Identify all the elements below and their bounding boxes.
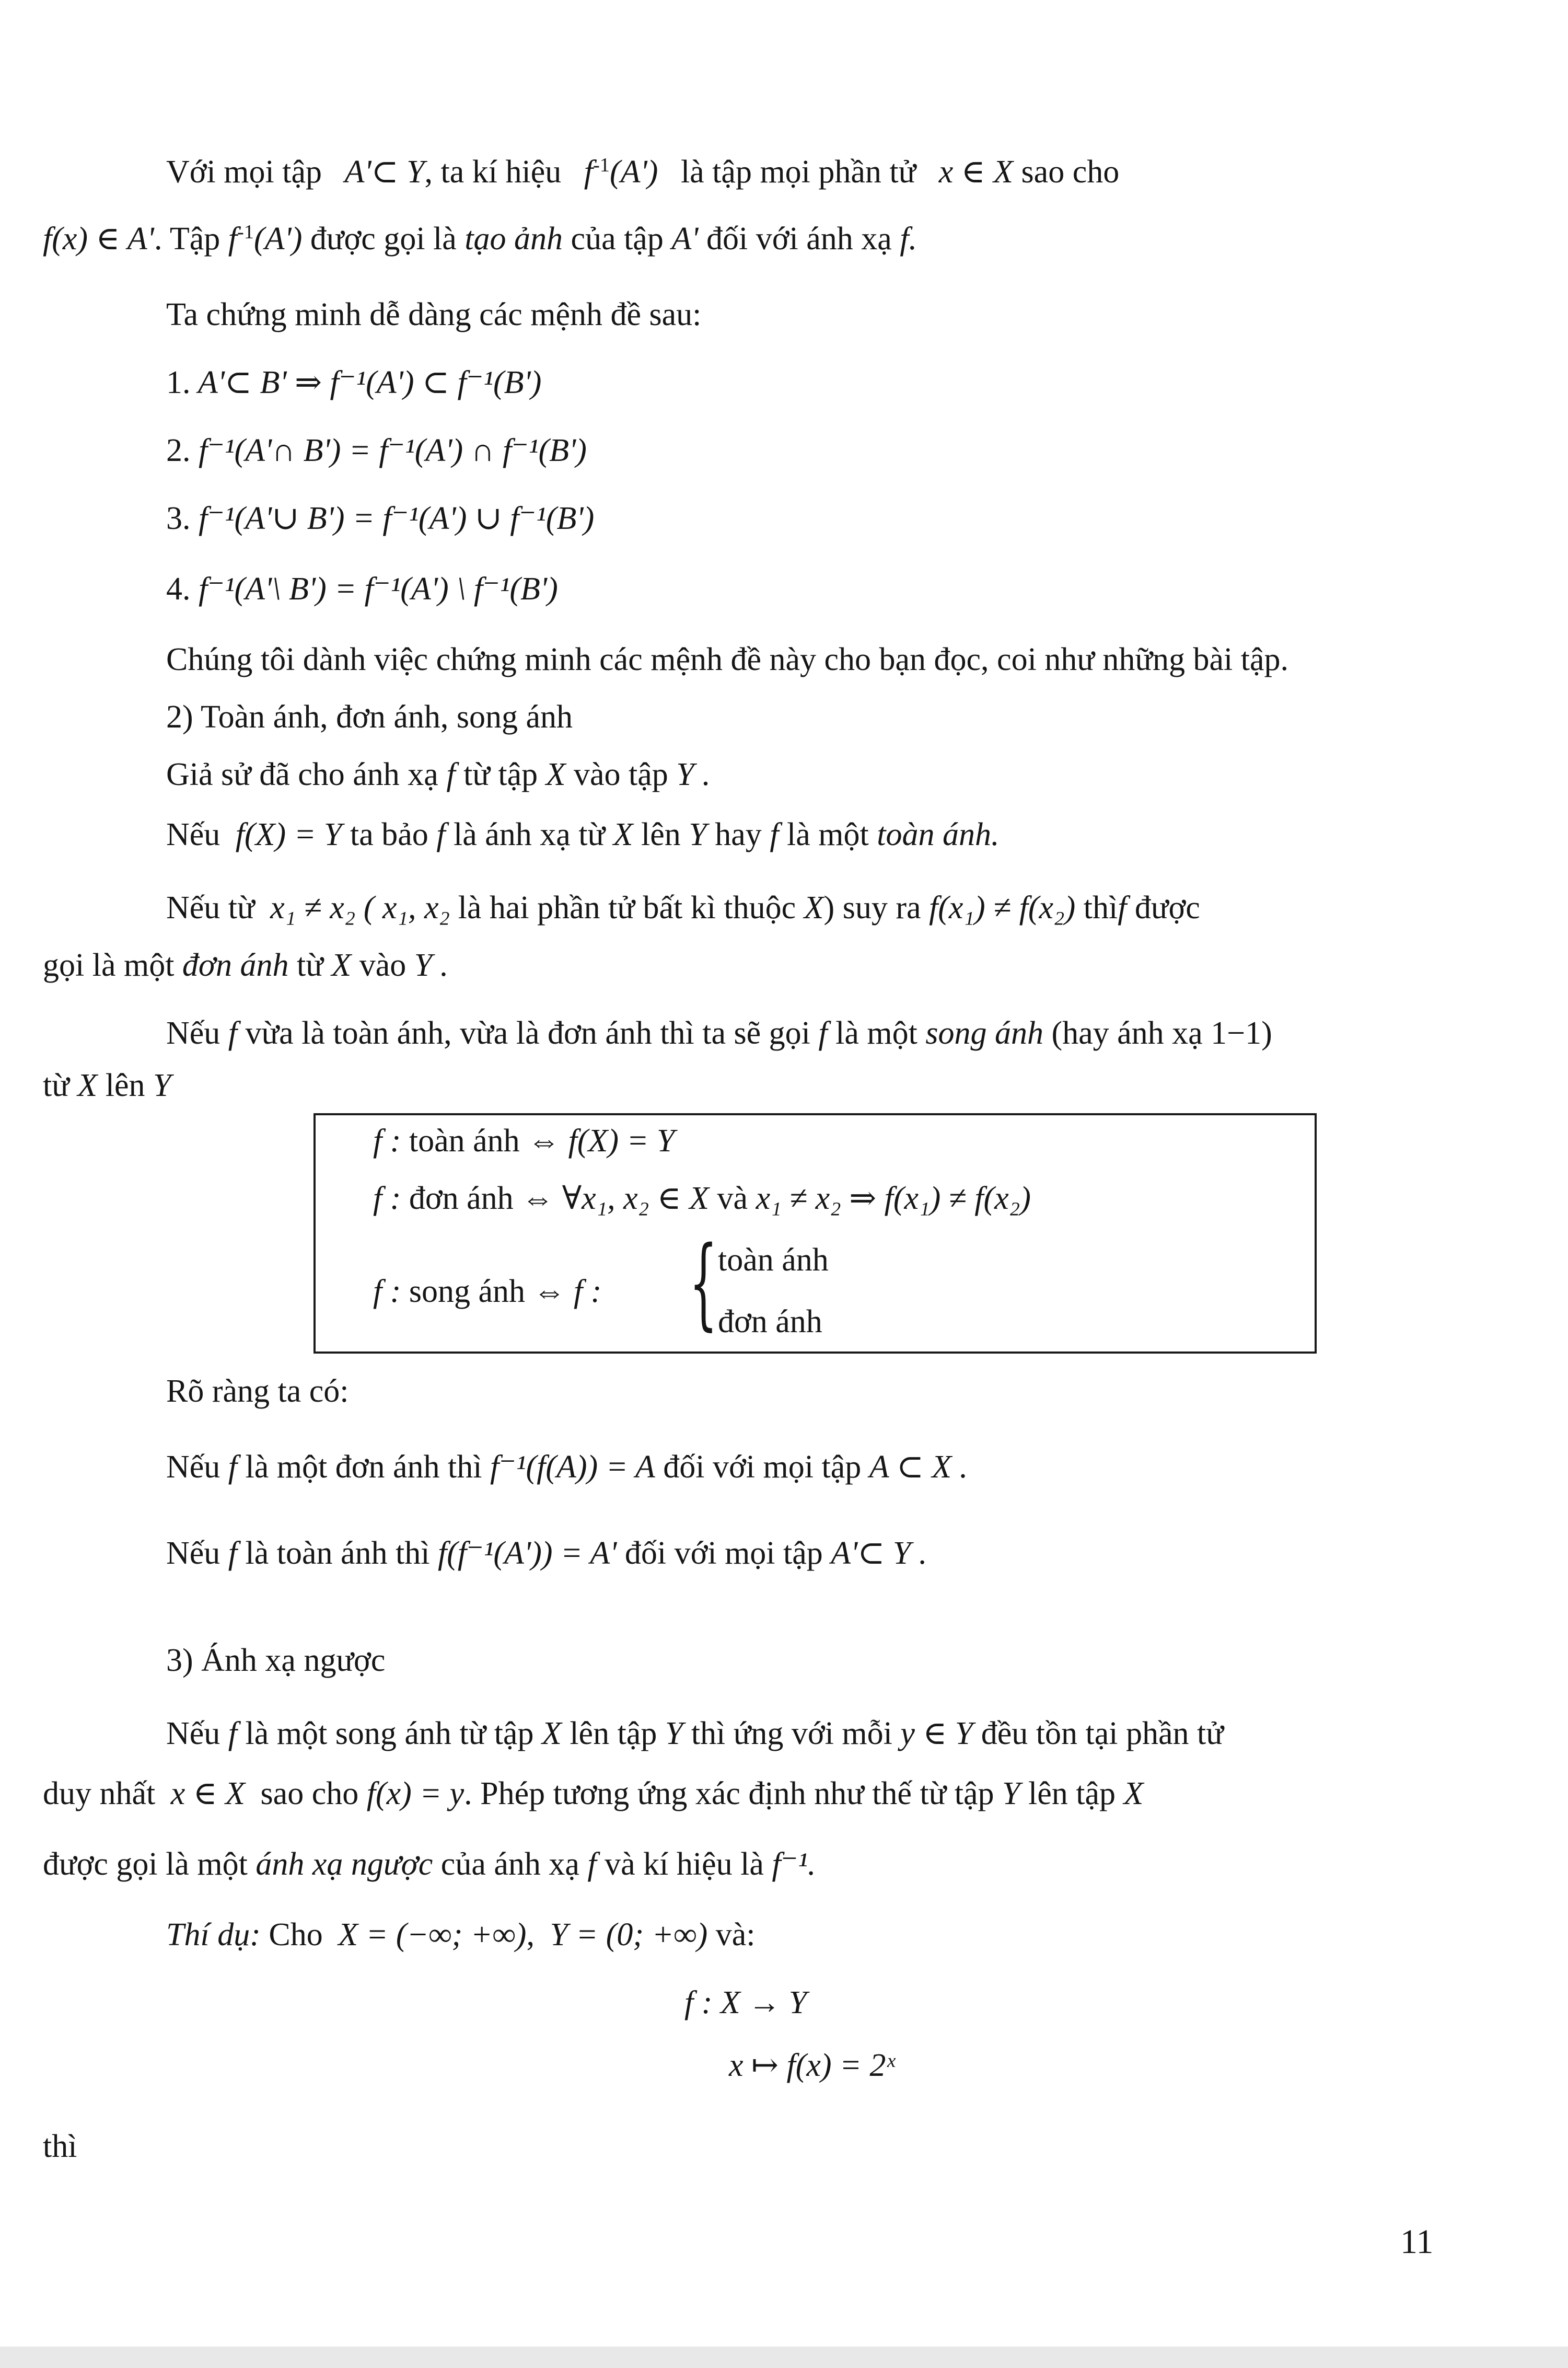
math: (A'): [253, 221, 303, 257]
text: , ta kí hiệu: [424, 154, 562, 190]
text: vào tập: [574, 757, 668, 792]
math: ⇔ ∀x₁, x₂ ∈ X: [521, 1181, 710, 1216]
prop-formula: A'⊂ B' ⇒ f⁻¹(A') ⊂ f⁻¹(B'): [198, 365, 542, 400]
math: f: [587, 1846, 597, 1882]
math: f(x) = y: [366, 1776, 464, 1811]
math: f: [228, 221, 237, 257]
text: Nếu: [166, 1535, 220, 1571]
scan-bottom-edge: [0, 2347, 1568, 2368]
math: X: [613, 817, 633, 852]
text: là một song ánh từ tập: [245, 1716, 534, 1751]
section-2-heading: 2) Toàn ánh, đơn ánh, song ánh: [166, 699, 573, 735]
bijection-definition-line-2: [43, 1066, 171, 1105]
math: Y .: [676, 757, 711, 792]
exercise-note: Chúng tôi dành việc chứng minh các mệnh đề này cho bạn đọc, coi như những bài tập.: [166, 642, 1288, 677]
proposition-2: [166, 431, 587, 470]
text: sao cho: [260, 1776, 359, 1811]
math: X: [331, 948, 352, 983]
term-italic: song ánh: [925, 1015, 1043, 1051]
math: x ∈ X: [170, 1776, 246, 1811]
math: x₁ ≠ x₂ ⇒ f(x₁) ≠ f(x₂): [756, 1181, 1031, 1216]
text: từ tập: [463, 757, 538, 792]
text: đối với mọi tập: [663, 1449, 862, 1485]
math: Y = (0; +∞): [550, 1917, 708, 1953]
prop-number: 1.: [166, 365, 191, 400]
text: là tập mọi phần tử: [680, 154, 916, 190]
math: f :: [373, 1181, 401, 1216]
proposition-1: [166, 363, 541, 402]
superscript: -1: [237, 221, 254, 243]
math: x ∈ X: [938, 154, 1014, 190]
math: f: [228, 1449, 238, 1485]
text: hay: [715, 817, 762, 852]
math: f(x₁) ≠ f(x₂): [929, 890, 1076, 926]
summary-row-injection: [373, 1179, 1031, 1218]
injection-definition-line-1: [166, 888, 1200, 927]
text: đơn ánh: [409, 1181, 514, 1216]
text: gọi là một: [43, 948, 175, 983]
summary-row-surjection: [373, 1122, 675, 1160]
prop-number: 3.: [166, 501, 191, 536]
text: Nếu: [166, 1015, 220, 1051]
bijection-definition-line-1: [166, 1014, 1272, 1053]
clearly-we-have: Rõ ràng ta có:: [166, 1373, 349, 1409]
math: X: [804, 890, 824, 926]
text: song ánh: [409, 1274, 526, 1309]
text: và kí hiệu là: [605, 1846, 764, 1882]
math: f: [770, 817, 779, 852]
text: vào: [359, 948, 406, 983]
math: f :: [373, 1274, 401, 1309]
math: f(X) = Y: [235, 817, 342, 852]
math: f(f⁻¹(A')) = A': [438, 1535, 617, 1571]
text: Nếu: [166, 817, 220, 852]
props-intro: Ta chứng minh dễ dàng các mệnh đề sau:: [166, 297, 702, 332]
text: duy nhất: [43, 1776, 156, 1811]
math: A'⊂ Y: [344, 154, 425, 190]
text: (hay ánh xạ 1−1): [1051, 1015, 1272, 1051]
example-rule-line: x ↦ f(x) = 2ˣ: [729, 2048, 895, 2083]
math: y ∈ Y: [900, 1716, 973, 1751]
math: f: [818, 1015, 828, 1051]
math: f: [228, 1535, 238, 1571]
summary-box: [313, 1113, 1317, 1354]
text: thì ứng với mỗi: [691, 1716, 892, 1751]
math: X: [77, 1068, 98, 1103]
math: f: [436, 817, 446, 852]
math: ⇔ f(X) = Y: [528, 1123, 675, 1159]
text: được gọi là: [310, 221, 457, 257]
term-italic: tạo ảnh: [464, 221, 563, 257]
math: A ⊂ X .: [869, 1449, 968, 1485]
text: là một: [835, 1015, 917, 1051]
math: f: [446, 757, 456, 792]
injection-definition-line-2: [43, 946, 448, 985]
text: Nếu: [166, 1449, 220, 1485]
example-then: thì: [43, 2129, 77, 2164]
fact-surjection: [166, 1534, 927, 1573]
prop-formula: f⁻¹(A'∩ B') = f⁻¹(A') ∩ f⁻¹(B'): [199, 433, 587, 468]
term-italic: ánh xạ ngược: [255, 1846, 433, 1882]
section-2-given: [166, 755, 711, 794]
math: ( x₁, x₂: [363, 890, 450, 926]
example-map-line: f : X → Y: [684, 1985, 807, 2020]
math: Y: [689, 817, 707, 852]
math: (A'): [610, 154, 658, 190]
text: là một đơn ánh thì: [245, 1449, 482, 1485]
term-italic: đơn ánh: [182, 948, 289, 983]
text: được: [1134, 890, 1200, 926]
text: sao cho: [1021, 154, 1120, 190]
text: và: [717, 1181, 748, 1216]
text: từ: [297, 948, 323, 983]
math: Y: [153, 1068, 171, 1103]
proposition-3: [166, 499, 594, 538]
paragraph-1-line-2: [43, 220, 917, 258]
fact-injection: [166, 1448, 968, 1486]
math: f: [228, 1015, 238, 1051]
math: f: [1118, 890, 1127, 926]
inverse-definition-line-2: [43, 1774, 1143, 1813]
prop-number: 4.: [166, 571, 191, 607]
math: X: [1123, 1776, 1144, 1811]
text: ta bảo: [350, 817, 428, 852]
text: lên tập: [570, 1716, 657, 1751]
term-italic: toàn ánh.: [877, 817, 1000, 852]
text: Giả sử đã cho ánh xạ: [166, 757, 438, 792]
text: lên: [641, 817, 681, 852]
math: X = (−∞; +∞): [338, 1917, 527, 1953]
math: f :: [373, 1123, 401, 1159]
text: Nếu từ: [166, 890, 255, 926]
math: f: [584, 154, 593, 190]
math: f.: [900, 221, 917, 257]
superscript: -1: [593, 154, 610, 176]
text: và:: [715, 1917, 756, 1953]
text: lên tập: [1028, 1776, 1116, 1811]
text: là ánh xạ từ: [454, 817, 606, 852]
math: ⇔ f :: [533, 1274, 602, 1309]
math: A'⊂ Y .: [831, 1535, 927, 1571]
prop-formula: f⁻¹(A'\ B') = f⁻¹(A') \ f⁻¹(B'): [199, 571, 558, 607]
text: từ: [43, 1068, 69, 1103]
math: f(x) ∈ A': [43, 221, 154, 257]
prop-number: 2.: [166, 433, 191, 468]
text: là toàn ánh thì: [245, 1535, 430, 1571]
example-line: [166, 1915, 756, 1954]
math: X: [541, 1716, 562, 1751]
surjection-definition: [166, 815, 999, 854]
text: lên: [105, 1068, 145, 1103]
page-number: 11: [1400, 2223, 1434, 2261]
text: ,: [526, 1917, 535, 1953]
text: vừa là toàn ánh, vừa là đơn ánh thì ta sẽ gọi: [245, 1015, 810, 1051]
summary-row-bijection: [373, 1272, 601, 1311]
math: Y: [1002, 1776, 1020, 1811]
math: f⁻¹(f(A)) = A: [490, 1449, 655, 1485]
text: toàn ánh: [409, 1123, 520, 1159]
math: f⁻¹.: [772, 1846, 816, 1882]
bijection-case-2: đơn ánh: [718, 1304, 822, 1339]
text: của ánh xạ: [440, 1846, 579, 1882]
text: . Tập: [154, 221, 220, 257]
text: thì: [1083, 890, 1118, 926]
text: đối với mọi tập: [624, 1535, 823, 1571]
proposition-4: [166, 570, 558, 608]
bijection-case-1: toàn ánh: [718, 1242, 829, 1278]
math: Y .: [414, 948, 449, 983]
text: ) suy ra: [823, 890, 921, 926]
text: đều tồn tại phần tử: [981, 1716, 1224, 1751]
curly-brace-icon: {: [689, 1225, 718, 1341]
math: x₁ ≠ x₂: [270, 890, 356, 926]
text: là hai phần tử bất kì thuộc: [458, 890, 796, 926]
text: Với mọi tập: [166, 154, 322, 190]
text: . Phép tương ứng xác định như thế từ tập: [464, 1776, 994, 1811]
math: A': [671, 221, 699, 257]
math: X: [545, 757, 566, 792]
text: của tập: [571, 221, 664, 257]
inverse-definition-line-1: [166, 1714, 1224, 1753]
section-3-heading: 3) Ánh xạ ngược: [166, 1643, 386, 1678]
text: Cho: [269, 1917, 323, 1953]
math: f: [228, 1716, 238, 1751]
math: Y: [665, 1716, 683, 1751]
text: được gọi là một: [43, 1846, 248, 1882]
prop-formula: f⁻¹(A'∪ B') = f⁻¹(A') ∪ f⁻¹(B'): [199, 501, 595, 536]
inverse-definition-line-3: [43, 1845, 816, 1884]
paragraph-1-line-1: [166, 153, 1119, 191]
text: là một: [787, 817, 869, 852]
text: Nếu: [166, 1716, 220, 1751]
text: đối với ánh xạ: [706, 221, 892, 257]
example-label: Thí dụ:: [166, 1917, 261, 1953]
